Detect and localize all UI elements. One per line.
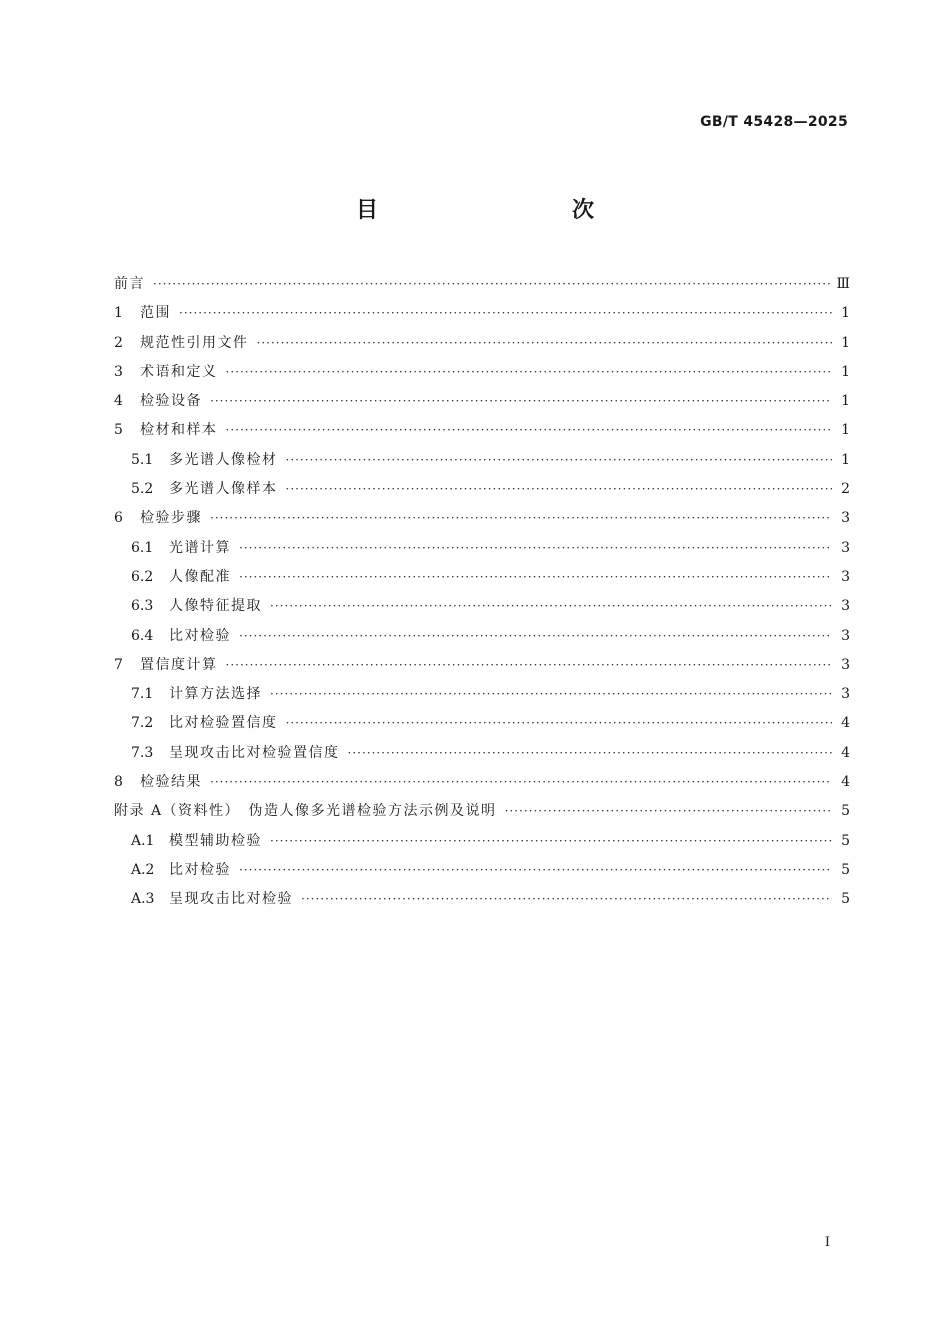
toc-entry-7-3[interactable] [114, 739, 850, 768]
toc-leader-dots [210, 504, 832, 533]
toc-label: 检验步骤 [140, 510, 202, 527]
toc-number: 6.2 [131, 568, 154, 585]
toc-page-number: 3 [841, 568, 850, 585]
toc-label: 术语和定义 [140, 363, 218, 380]
table-of-contents [114, 270, 850, 915]
toc-label: 计算方法选择 [169, 686, 262, 703]
toc-page-number: 3 [841, 598, 850, 615]
toc-label: 检材和样本 [140, 422, 218, 439]
toc-number: 6.4 [131, 627, 154, 644]
toc-number: 5.2 [131, 481, 154, 498]
toc-label: 比对检验置信度 [169, 715, 278, 732]
toc-label: 光谱计算 [169, 539, 231, 556]
toc-page-number: Ⅲ [836, 276, 850, 292]
toc-label: 多光谱人像样本 [169, 481, 278, 498]
toc-page-number: 1 [841, 451, 850, 468]
toc-number: 1 [114, 305, 123, 322]
toc-leader-dots [239, 563, 832, 592]
toc-leader-dots [286, 475, 833, 504]
toc-page-number: 3 [841, 686, 850, 703]
toc-entry-5-1[interactable] [114, 446, 850, 475]
toc-number: A.3 [131, 891, 155, 908]
toc-number: A.1 [131, 832, 155, 849]
toc-entry-6-1[interactable] [114, 534, 850, 563]
toc-leader-dots [210, 768, 832, 797]
toc-entry-1[interactable] [114, 299, 850, 328]
toc-entry-8[interactable] [114, 768, 850, 797]
toc-leader-dots [257, 329, 833, 358]
toc-number: 6.1 [131, 539, 154, 556]
toc-page-number: 1 [841, 393, 850, 410]
toc-leader-dots [348, 739, 833, 768]
toc-page-number: 2 [841, 481, 850, 498]
toc-leader-dots [270, 680, 832, 709]
toc-page-number: 1 [841, 334, 850, 351]
toc-entry-a-1[interactable] [114, 827, 850, 856]
standard-code: GB/T 45428—2025 [700, 114, 848, 130]
toc-page-number: 1 [841, 363, 850, 380]
toc-entry-5[interactable] [114, 416, 850, 445]
toc-leader-dots [270, 827, 832, 856]
toc-leader-dots [301, 885, 832, 914]
toc-page-number: 3 [841, 656, 850, 673]
toc-entry-5-2[interactable] [114, 475, 850, 504]
toc-leader-dots [226, 358, 833, 387]
toc-leader-dots [153, 270, 830, 299]
toc-label: 前言 [114, 276, 145, 292]
toc-leader-dots [286, 446, 833, 475]
toc-label: 呈现攻击比对检验置信度 [169, 744, 340, 761]
toc-page-number: 5 [841, 891, 850, 908]
toc-page-number: 5 [841, 861, 850, 878]
toc-page-number: 5 [841, 803, 850, 820]
toc-number: 5.1 [131, 451, 154, 468]
toc-page-number: 3 [841, 510, 850, 527]
toc-page-number: 4 [841, 744, 850, 761]
toc-number: 3 [114, 363, 123, 380]
toc-page-number: 5 [841, 832, 850, 849]
toc-label: 置信度计算 [140, 656, 218, 673]
toc-number: 7.2 [131, 715, 154, 732]
toc-label: 比对检验 [169, 861, 231, 878]
toc-entry-6[interactable] [114, 504, 850, 533]
toc-label: 检验结果 [140, 774, 202, 791]
toc-leader-dots [239, 856, 832, 885]
toc-leader-dots [239, 534, 832, 563]
toc-label: 人像配准 [169, 568, 231, 585]
toc-number: 6.3 [131, 598, 154, 615]
toc-entry-7-2[interactable] [114, 709, 850, 738]
toc-page-number: 3 [841, 539, 850, 556]
toc-number: 5 [114, 422, 123, 439]
page-number: I [824, 1235, 830, 1250]
toc-number: 6 [114, 510, 123, 527]
toc-label: 范围 [140, 305, 171, 322]
toc-number: 4 [114, 393, 123, 410]
toc-number: 7.3 [131, 744, 154, 761]
toc-number: 7.1 [131, 686, 154, 703]
toc-number: A.2 [131, 861, 155, 878]
toc-entry-7[interactable] [114, 651, 850, 680]
toc-label: 多光谱人像检材 [169, 451, 278, 468]
toc-leader-dots [505, 797, 832, 826]
toc-label: 人像特征提取 [169, 598, 262, 615]
toc-page-number: 1 [841, 305, 850, 322]
toc-label: 检验设备 [140, 393, 202, 410]
toc-entry-6-2[interactable] [114, 563, 850, 592]
toc-label: 比对检验 [169, 627, 231, 644]
toc-entry-appendix-a[interactable] [114, 797, 850, 826]
toc-entry-foreword[interactable] [114, 270, 850, 299]
toc-number: 8 [114, 774, 123, 791]
toc-leader-dots [226, 651, 833, 680]
toc-leader-dots [179, 299, 832, 328]
toc-page-number: 4 [841, 774, 850, 791]
toc-label: 模型辅助检验 [169, 832, 262, 849]
toc-entry-2[interactable] [114, 329, 850, 358]
toc-entry-6-3[interactable] [114, 592, 850, 621]
toc-page-number: 4 [841, 715, 850, 732]
toc-leader-dots [270, 592, 832, 621]
toc-leader-dots [286, 709, 833, 738]
toc-page-number: 3 [841, 627, 850, 644]
toc-page-number: 1 [841, 422, 850, 439]
toc-leader-dots [226, 416, 833, 445]
toc-leader-dots [210, 387, 832, 416]
toc-number: 7 [114, 656, 123, 673]
toc-entry-4[interactable] [114, 387, 850, 416]
toc-entry-6-4[interactable] [114, 622, 850, 651]
toc-entry-7-1[interactable] [114, 680, 850, 709]
toc-leader-dots [239, 622, 832, 651]
toc-label: 规范性引用文件 [140, 334, 249, 351]
toc-label: 附录 A（资料性） 伪造人像多光谱检验方法示例及说明 [114, 803, 497, 820]
toc-label: 呈现攻击比对检验 [169, 891, 293, 908]
toc-number: 2 [114, 334, 123, 351]
page-title: 目 次 [355, 198, 644, 223]
toc-entry-a-2[interactable] [114, 856, 850, 885]
toc-entry-a-3[interactable] [114, 885, 850, 914]
toc-entry-3[interactable] [114, 358, 850, 387]
